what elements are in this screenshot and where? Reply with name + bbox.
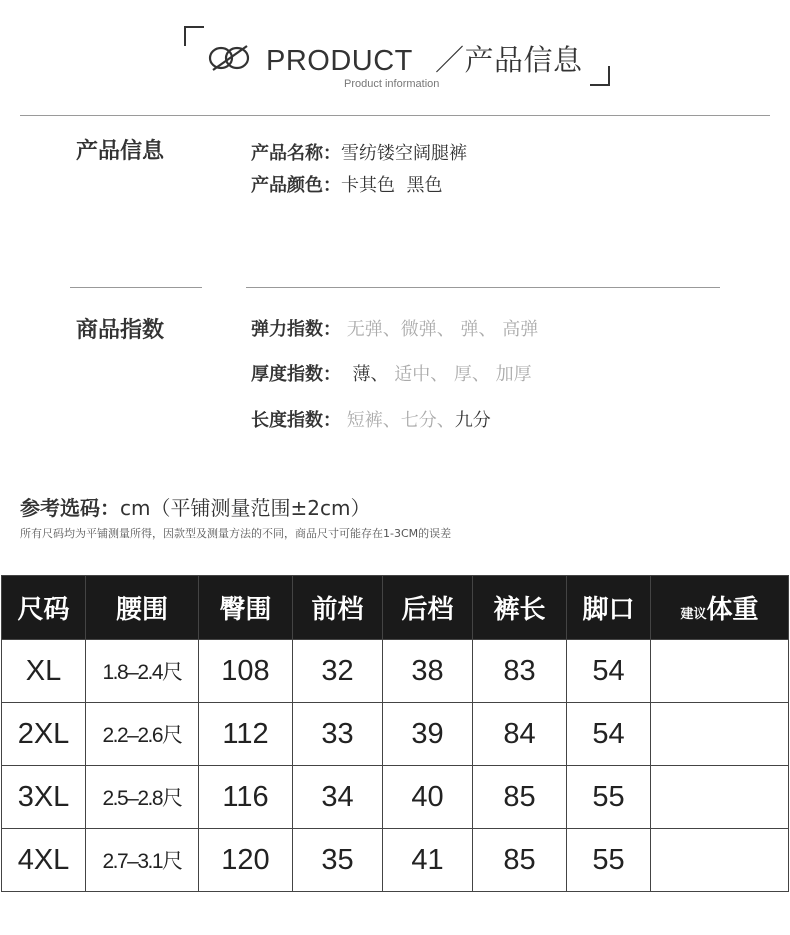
cell-front-rise: 35 xyxy=(293,829,383,892)
product-color-label: 产品颜色： xyxy=(251,175,341,196)
cell-front-rise: 33 xyxy=(293,703,383,766)
cell-front-rise: 32 xyxy=(293,640,383,703)
thickness-option: 厚、 xyxy=(448,364,490,385)
cell-pants-length: 85 xyxy=(473,829,567,892)
size-table-header xyxy=(2,576,789,640)
thickness-label: 厚度指数： xyxy=(251,364,341,385)
table-row xyxy=(2,829,789,892)
reference-title-rest: cm（平铺测量范围±2cm） xyxy=(120,496,371,520)
product-info-title: 产品信息 xyxy=(76,139,165,164)
cell-pants-length: 83 xyxy=(473,640,567,703)
product-name-value: 雪纺镂空阔腿裤 xyxy=(341,143,467,164)
cell-waist: 1.8–2.4尺 xyxy=(86,640,199,703)
cell-size: XL xyxy=(2,640,86,703)
elasticity-option: 弹、 xyxy=(454,319,497,340)
thickness-row xyxy=(251,360,532,386)
cell-weight xyxy=(651,829,789,892)
table-row xyxy=(2,640,789,703)
cell-leg-opening: 55 xyxy=(567,766,651,829)
header-weight-prefix: 建议 xyxy=(680,607,707,622)
cell-back-rise: 39 xyxy=(383,703,473,766)
corner-bracket-top-left xyxy=(184,26,204,46)
cell-leg-opening: 55 xyxy=(567,829,651,892)
length-option: 九分 xyxy=(454,410,491,431)
cell-size: 2XL xyxy=(2,703,86,766)
cell-weight xyxy=(651,766,789,829)
divider-right xyxy=(246,287,720,288)
cell-waist: 2.7–3.1尺 xyxy=(86,829,199,892)
header-subtitle: Product information xyxy=(344,78,440,90)
product-index-title: 商品指数 xyxy=(76,318,165,343)
cell-back-rise: 40 xyxy=(383,766,473,829)
product-color-row xyxy=(251,171,442,197)
cell-size: 4XL xyxy=(2,829,86,892)
length-row xyxy=(251,406,491,432)
header-size: 尺码 xyxy=(2,576,86,640)
thickness-option: 适中、 xyxy=(388,364,449,385)
size-table xyxy=(1,575,789,892)
product-name-row xyxy=(251,139,467,165)
cell-back-rise: 38 xyxy=(383,640,473,703)
cell-leg-opening: 54 xyxy=(567,640,651,703)
cell-weight xyxy=(651,703,789,766)
header-title-cn: ／产品信息 xyxy=(434,45,583,77)
table-row xyxy=(2,703,789,766)
cell-pants-length: 85 xyxy=(473,766,567,829)
cell-weight xyxy=(651,640,789,703)
cell-back-rise: 41 xyxy=(383,829,473,892)
divider-left xyxy=(70,287,202,288)
cell-hip: 112 xyxy=(199,703,293,766)
cell-hip: 116 xyxy=(199,766,293,829)
header-weight xyxy=(651,576,789,640)
reference-title-bold: 参考选码： xyxy=(20,496,120,520)
cell-hip: 108 xyxy=(199,640,293,703)
elasticity-option: 微弹、 xyxy=(400,319,455,340)
cell-leg-opening: 54 xyxy=(567,703,651,766)
length-label: 长度指数： xyxy=(251,410,341,431)
thickness-option: 薄、 xyxy=(346,364,389,385)
cell-waist: 2.2–2.6尺 xyxy=(86,703,199,766)
product-color-value: 卡其色 黑色 xyxy=(341,175,443,196)
elasticity-row xyxy=(251,315,538,341)
length-option: 七分、 xyxy=(400,410,455,431)
cell-front-rise: 34 xyxy=(293,766,383,829)
thickness-option: 加厚 xyxy=(489,364,532,385)
cell-size: 3XL xyxy=(2,766,86,829)
header-weight-label: 体重 xyxy=(706,595,759,625)
reference-title xyxy=(20,492,370,521)
corner-bracket-bottom-right xyxy=(590,66,610,86)
elasticity-option: 无弹、 xyxy=(346,319,401,340)
swirl-logo-icon xyxy=(207,43,253,73)
table-row xyxy=(2,766,789,829)
elasticity-option: 高弹 xyxy=(496,319,539,340)
elasticity-label: 弹力指数： xyxy=(251,319,341,340)
length-option: 短裤、 xyxy=(346,410,401,431)
header-title xyxy=(266,38,582,79)
cell-pants-length: 84 xyxy=(473,703,567,766)
cell-waist: 2.5–2.8尺 xyxy=(86,766,199,829)
header-waist: 腰围 xyxy=(86,576,199,640)
header-hip: 臀围 xyxy=(199,576,293,640)
header-title-en: PRODUCT xyxy=(266,45,413,77)
cell-hip: 120 xyxy=(199,829,293,892)
header-pants-length: 裤长 xyxy=(473,576,567,640)
header-front-rise: 前档 xyxy=(293,576,383,640)
divider-top xyxy=(20,115,770,116)
header-leg-opening: 脚口 xyxy=(567,576,651,640)
header-back-rise: 后档 xyxy=(383,576,473,640)
reference-note: 所有尺码均为平铺测量所得，因款型及测量方法的不同，商品尺寸可能存在1-3CM的误差 xyxy=(20,527,452,540)
product-name-label: 产品名称： xyxy=(251,143,341,164)
